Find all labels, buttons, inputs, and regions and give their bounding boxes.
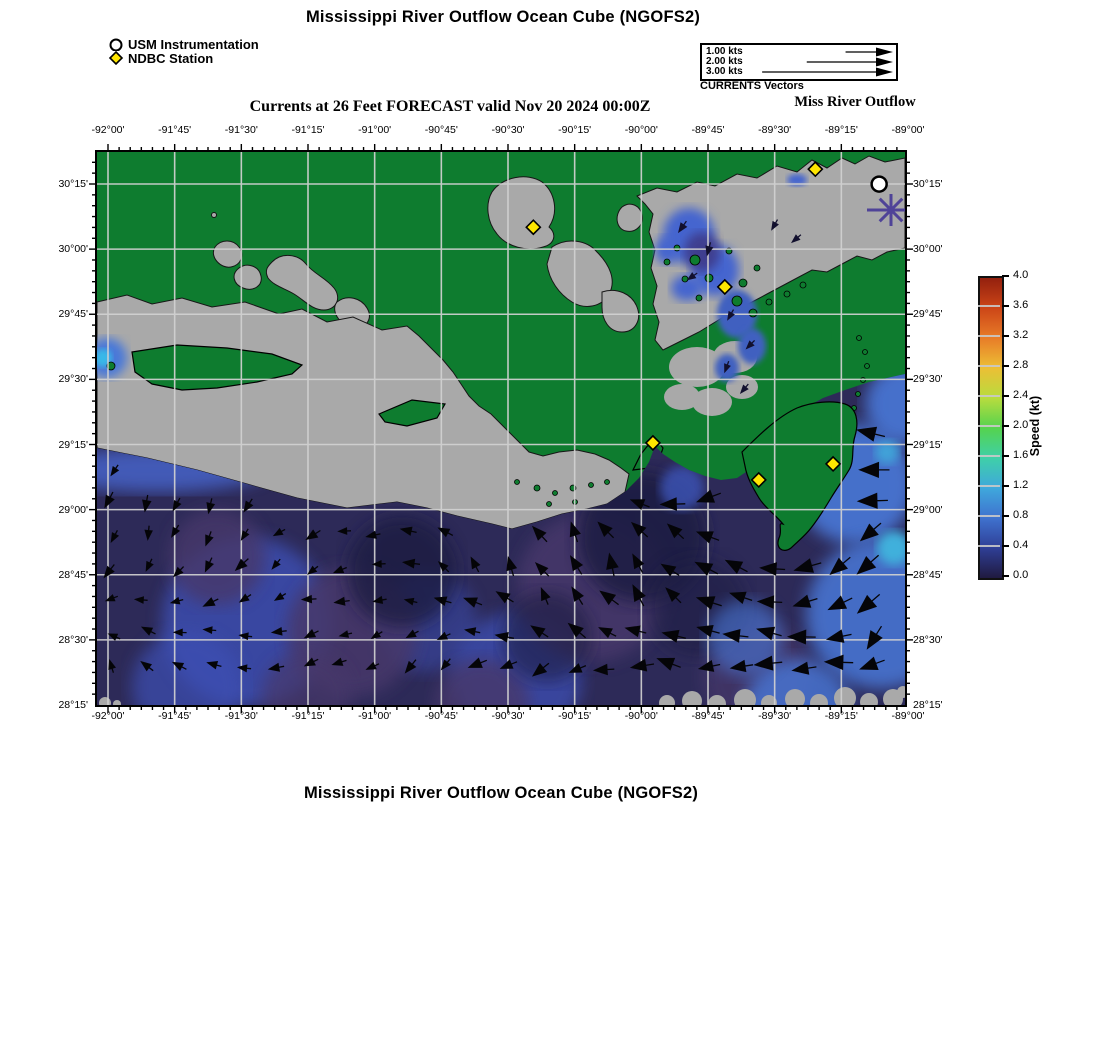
- lon-tick-label: -91°45': [158, 710, 192, 722]
- lon-tick-label: -89°30': [758, 124, 792, 136]
- vector-scale-caption: CURRENTS Vectors: [700, 80, 804, 92]
- usm-station-marker: [872, 177, 887, 192]
- lon-tick-label: -91°15': [291, 124, 325, 136]
- colorbar-tick-label: 1.6: [1013, 449, 1029, 461]
- colorbar-tick: [1002, 425, 1009, 427]
- colorbar-title: Speed (kt): [1028, 395, 1042, 457]
- usm-circle-icon: [108, 37, 124, 51]
- colorbar-tick-label: 3.6: [1013, 299, 1029, 311]
- lat-tick-label: 29°30': [913, 373, 943, 386]
- colorbar-tick-label: 2.8: [1013, 359, 1029, 371]
- bottom-title: Mississippi River Outflow Ocean Cube (NGOFS2): [303, 784, 699, 802]
- lat-tick-label: 28°30': [913, 633, 943, 646]
- legend-row-usm: [108, 37, 259, 51]
- lon-tick-label: -90°30': [491, 124, 525, 136]
- lat-tick-label: 28°15': [58, 699, 88, 711]
- colorbar-tick-label: 1.2: [1013, 479, 1029, 491]
- lon-tick-label: -89°15': [824, 710, 858, 722]
- lon-tick-label: -90°30': [491, 710, 525, 722]
- currents-map: [97, 152, 905, 705]
- colorbar-tick-label: 2.4: [1013, 389, 1029, 401]
- lon-tick-label: -89°45': [691, 710, 725, 722]
- colorbar-tick: [1002, 275, 1009, 277]
- colorbar-tick: [1002, 545, 1009, 547]
- colorbar-tick: [1002, 485, 1009, 487]
- lat-tick-label: 28°15': [913, 699, 943, 711]
- colorbar-tick: [1002, 455, 1009, 457]
- lon-tick-label: -90°15': [558, 124, 592, 136]
- lon-tick-label: -90°00': [624, 124, 658, 136]
- lat-tick-label: 29°15': [913, 438, 943, 451]
- lon-tick-label: -89°00': [891, 710, 925, 722]
- colorbar-tick: [1002, 335, 1009, 337]
- region-label: Miss River Outflow: [794, 94, 916, 110]
- lon-tick-label: -92°00': [91, 124, 125, 136]
- lon-tick-label: -92°00': [91, 710, 125, 722]
- colorbar-tick: [1002, 365, 1009, 367]
- colorbar-gridline: [978, 455, 1000, 457]
- lon-tick-label: -89°15': [824, 124, 858, 136]
- forecast-subtitle: Currents at 26 Feet FORECAST valid Nov 20 2024 00:00Z: [249, 98, 651, 115]
- colorbar-gridline: [978, 365, 1000, 367]
- lon-tick-label: -91°15': [291, 710, 325, 722]
- colorbar-tick: [1002, 395, 1009, 397]
- lon-tick-label: -89°45': [691, 124, 725, 136]
- colorbar-gridline: [978, 515, 1000, 517]
- map-plot-area: [95, 150, 907, 707]
- lat-tick-label: 28°30': [58, 633, 88, 646]
- lat-tick-label: 30°15': [58, 178, 88, 190]
- speed-colorbar: [978, 276, 1004, 580]
- lon-tick-label: -91°00': [358, 710, 392, 722]
- vector-scale-row-3: 3.00 kts: [706, 66, 743, 77]
- legend-row-ndbc: [108, 51, 259, 65]
- lon-tick-label: -91°30': [224, 124, 258, 136]
- colorbar-gridline: [978, 305, 1000, 307]
- colorbar-gridline: [978, 425, 1000, 427]
- lon-tick-label: -89°30': [758, 710, 792, 722]
- vector-scale-box: [700, 43, 898, 81]
- lat-tick-label: 30°00': [58, 243, 88, 256]
- lon-tick-label: -90°45': [424, 124, 458, 136]
- colorbar-gridline: [978, 395, 1000, 397]
- lat-tick-label: 30°15': [913, 178, 943, 190]
- legend-ndbc-label: NDBC Station: [128, 50, 214, 66]
- legend-usm-label: USM Instrumentation: [128, 36, 259, 52]
- colorbar-tick: [1002, 515, 1009, 517]
- colorbar-gridline: [978, 335, 1000, 337]
- colorbar-tick-label: 0.4: [1013, 539, 1029, 551]
- colorbar-tick: [1002, 305, 1009, 307]
- lon-tick-label: -91°45': [158, 124, 192, 136]
- lon-tick-label: -91°00': [358, 124, 392, 136]
- lon-tick-label: -89°00': [891, 124, 925, 136]
- lat-tick-label: 28°45': [913, 568, 943, 581]
- vector-scale-row-1: 1.00 kts: [706, 46, 743, 57]
- colorbar-tick-label: 0.8: [1013, 509, 1029, 521]
- colorbar-tick-label: 4.0: [1013, 269, 1029, 281]
- ndbc-diamond-icon: [108, 51, 124, 65]
- marker-legend: [108, 37, 259, 65]
- lat-tick-label: 29°45': [913, 308, 943, 321]
- lat-tick-label: 29°45': [58, 308, 88, 321]
- vector-scale-row-2: 2.00 kts: [706, 56, 743, 67]
- colorbar-tick-label: 2.0: [1013, 419, 1029, 431]
- colorbar-gridline: [978, 545, 1000, 547]
- colorbar-gridline: [978, 485, 1000, 487]
- lon-tick-label: -91°30': [224, 710, 258, 722]
- lat-tick-label: 30°00': [913, 243, 943, 256]
- lat-tick-label: 29°00': [58, 503, 88, 516]
- colorbar-tick-label: 3.2: [1013, 329, 1029, 341]
- lon-tick-label: -90°15': [558, 710, 592, 722]
- lat-tick-label: 29°00': [913, 503, 943, 516]
- page-title: Mississippi River Outflow Ocean Cube (NGOFS2): [305, 8, 701, 26]
- lat-tick-label: 29°15': [58, 438, 88, 451]
- colorbar-tick: [1002, 575, 1009, 577]
- lat-tick-label: 29°30': [58, 373, 88, 386]
- lat-tick-label: 28°45': [58, 568, 88, 581]
- colorbar-tick-label: 0.0: [1013, 569, 1029, 581]
- lon-tick-label: -90°00': [624, 710, 658, 722]
- lon-tick-label: -90°45': [424, 710, 458, 722]
